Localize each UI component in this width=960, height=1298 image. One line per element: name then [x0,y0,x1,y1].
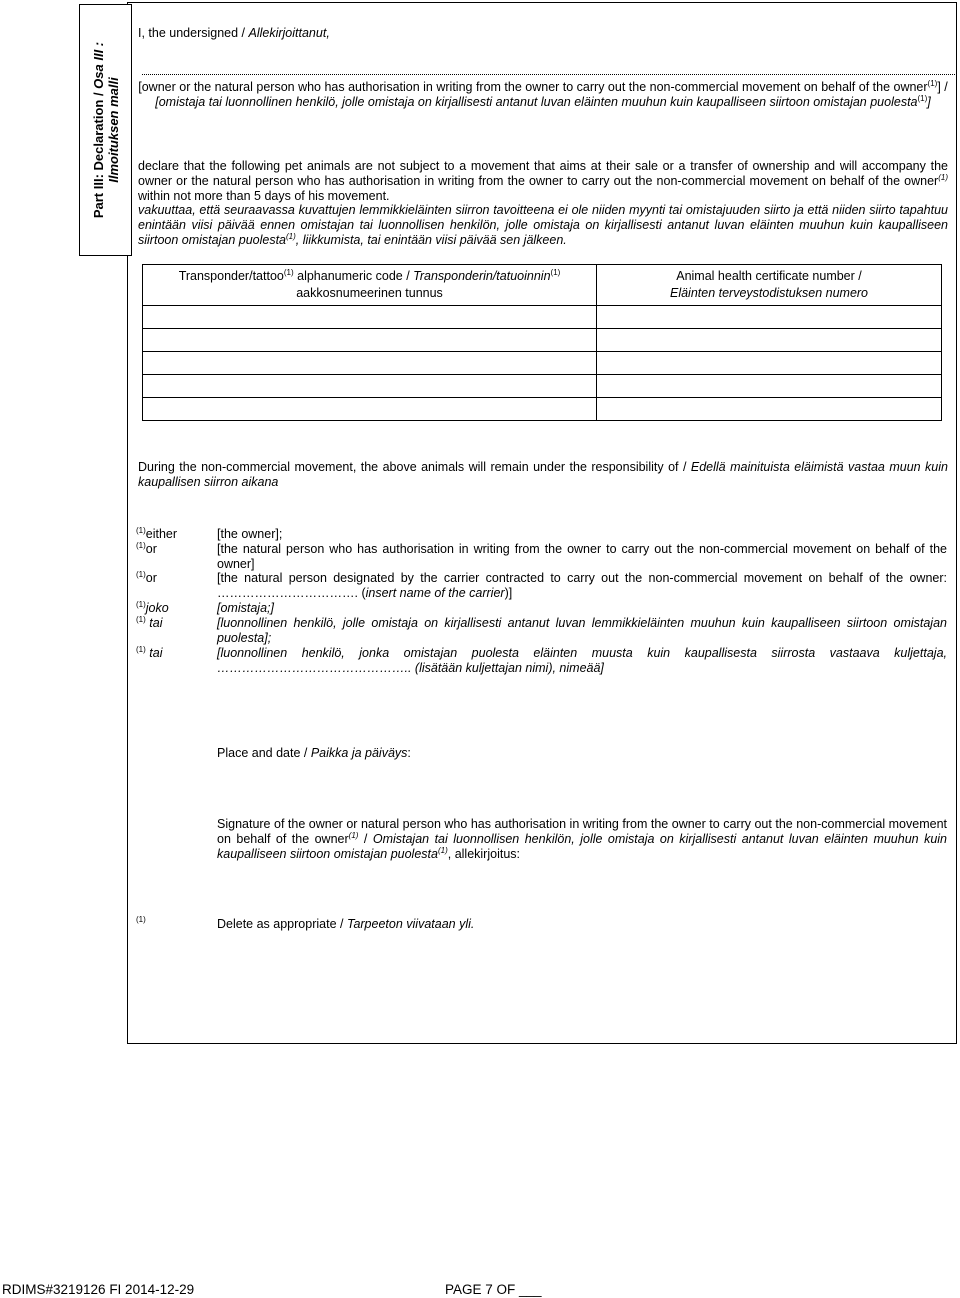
option-text-content: [luonnollinen henkilö, jonka omistajan puolesta eläinten muusta kuin kaupallisesta siirrosta vastaava kuljettaja, ……………………………………….. (lisätään kuljettajan nimi), nimeää] [217,646,947,675]
footnote-fi: Tarpeeton viivataan yli. [346,917,475,931]
option-word: tai [149,646,163,660]
owner-clause-fi-end: ] [927,95,931,109]
option-text[interactable] [217,571,947,601]
signature-sup: (1) [348,831,359,840]
page-number: PAGE 7 OF ___ [445,1282,542,1297]
table-row [143,352,942,375]
option-sup: (1) [136,541,146,550]
option-word: joko [145,601,169,615]
option-text-content: [luonnollinen henkilö, jolle omistaja on kirjallisesti antanut luvan lemmikkieläinten muuhun kuin kaupalliseen siirtoon omistajan puolesta]; [217,616,947,645]
transponder-cell[interactable] [143,306,597,329]
signature-fi-sup: (1) [437,846,448,855]
header-transponder-fi: Transponderin/tatuoinnin [413,269,551,283]
signature-fi: Omistajan tai luonnollisen henkilön, jolle omistaja on kirjallisesti antanut luvan eläinten muuhun kuin kaupalliseen siirtoon omistajan puolesta [217,832,948,861]
signature-end: , allekirjoitus: [447,847,520,861]
side-tab-fi-a: Osa III : [90,41,106,89]
owner-clause [138,80,948,110]
declare-en-sup: (1) [938,173,948,182]
declare-fi [138,203,948,248]
option-marker [136,542,157,557]
header-transponder-sup: (1) [283,268,294,277]
responsibility-en: During the non-commercial movement, the above animals will remain under the responsibility of / [138,460,691,474]
table-row [143,375,942,398]
header-certificate [597,265,942,306]
option-word: either [145,527,178,541]
signature-label [217,817,947,862]
option-text[interactable] [217,542,947,572]
option-marker [136,616,162,631]
side-tab [79,4,132,256]
option-sup: (1) [136,615,146,624]
header-transponder-en2: alphanumeric code / [293,269,414,283]
header-transponder-fi-sup: (1) [550,268,561,277]
certificate-cell[interactable] [597,398,942,421]
header-certificate-en: Animal health certificate number / [676,269,862,283]
footnote-mark [136,916,146,931]
declare-fi-end: , liikkumista, tai enintään viisi päivää sen jälkeen. [295,233,567,247]
certificate-cell[interactable] [597,352,942,375]
option-marker [136,601,169,616]
animals-table [142,264,942,421]
certificate-cell[interactable] [597,306,942,329]
place-date-en: Place and date / [217,746,311,760]
intro-en: I, the undersigned / [138,26,249,40]
option-text-content: [the owner]; [217,527,283,541]
option-text-content: [the natural person who has authorisation in writing from the owner to carry out the non-commercial movement on behalf of the owner] [217,542,947,571]
declare-fi-sup: (1) [286,232,296,241]
owner-clause-fi-sup: (1) [917,94,928,103]
option-text-italic: insert name of the carrier [365,586,505,600]
signature-en: Signature of the owner or natural person who has authorisation in writing from the owner to carry out the non-commercial movement on behalf of the owner [217,817,947,846]
option-text-content: [the natural person designated by the carrier contracted to carry out the non-commercial movement on behalf of the owner: ……………………………. ( [217,571,947,600]
table-row [143,398,942,421]
header-transponder-fi2: aakkosnumeerinen tunnus [296,286,443,300]
option-text[interactable] [217,527,947,542]
declare-en [138,159,948,204]
declare-en-end: within not more than 5 days of his movement. [138,189,390,203]
intro-fi: Allekirjoittanut, [248,26,330,40]
option-word: or [145,542,157,556]
side-tab-en: Part III: Declaration / [90,88,106,219]
option-text[interactable] [217,646,947,676]
certificate-cell[interactable] [597,329,942,352]
table-header-row [143,265,942,306]
option-sup: (1) [136,526,146,535]
place-date-colon: : [407,746,411,760]
footnote-sup: (1) [136,915,146,924]
intro-line [138,26,330,41]
place-date-fi: Paikka ja päiväys [310,746,408,760]
signatory-name-line[interactable] [142,74,955,75]
option-word: tai [149,616,163,630]
place-date-label [217,746,411,761]
footnote-en: Delete as appropriate / [217,917,347,931]
certificate-cell[interactable] [597,375,942,398]
document-reference: RDIMS#3219126 FI 2014-12-29 [2,1282,195,1297]
owner-clause-en: [owner or the natural person who has authorisation in writing from the owner to carry out the non-commercial movement on behalf of the owner [138,80,928,94]
side-tab-fi-b: Ilmoituksen malli [105,77,121,183]
transponder-cell[interactable] [143,398,597,421]
table-row [143,306,942,329]
side-tab-label [91,42,121,218]
transponder-cell[interactable] [143,375,597,398]
declare-fi-text: vakuuttaa, että seuraavassa kuvattujen lemmikkieläinten siirron tavoitteena ei ole niiden myynti tai omistajuuden siirto ja että niiden siirto tapahtuu enintään viisi päivää ennen omistajan tai luonnollisen henkilön, jolle omistaja on kirjallisesti antanut luvan eläinten muuhun kuin kaupalliseen siirtoon omistajan puolesta [138,203,948,247]
owner-clause-sup: (1) [927,79,938,88]
signature-sep: / [358,832,373,846]
option-sup: (1) [136,645,146,654]
option-word: or [145,571,157,585]
option-sup: (1) [136,570,146,579]
option-marker [136,571,157,586]
header-transponder [143,265,597,306]
option-text-content: [omistaja;] [217,601,274,615]
transponder-cell[interactable] [143,352,597,375]
responsibility-fi: Edellä mainituista eläimistä vastaa muun kuin kaupallisen siirron aikana [138,460,948,489]
declare-en-text: declare that the following pet animals are not subject to a movement that aims at their sale or a transfer of ownership and will accompany the owner or the natural person who has authorisation in writing from the owner to carry out the non-commercial movement on behalf of the owner [138,159,948,188]
table-row [143,329,942,352]
option-text[interactable] [217,616,947,646]
transponder-cell[interactable] [143,329,597,352]
option-sup: (1) [136,600,146,609]
option-text[interactable] [217,601,947,616]
header-transponder-en: Transponder/tattoo [178,269,284,283]
footnote-text [217,917,474,932]
owner-clause-fi: [omistaja tai luonnollinen henkilö, jolle omistaja on kirjallisesti antanut luvan eläinten muuhun kuin kaupalliseen siirtoon omistajan puolesta [155,95,918,109]
responsibility-text [138,460,948,490]
header-certificate-fi: Eläinten terveystodistuksen numero [669,286,869,300]
option-marker [136,646,162,661]
owner-clause-sep: ] / [937,80,948,94]
option-marker [136,527,177,542]
option-text-end: )] [504,586,513,600]
